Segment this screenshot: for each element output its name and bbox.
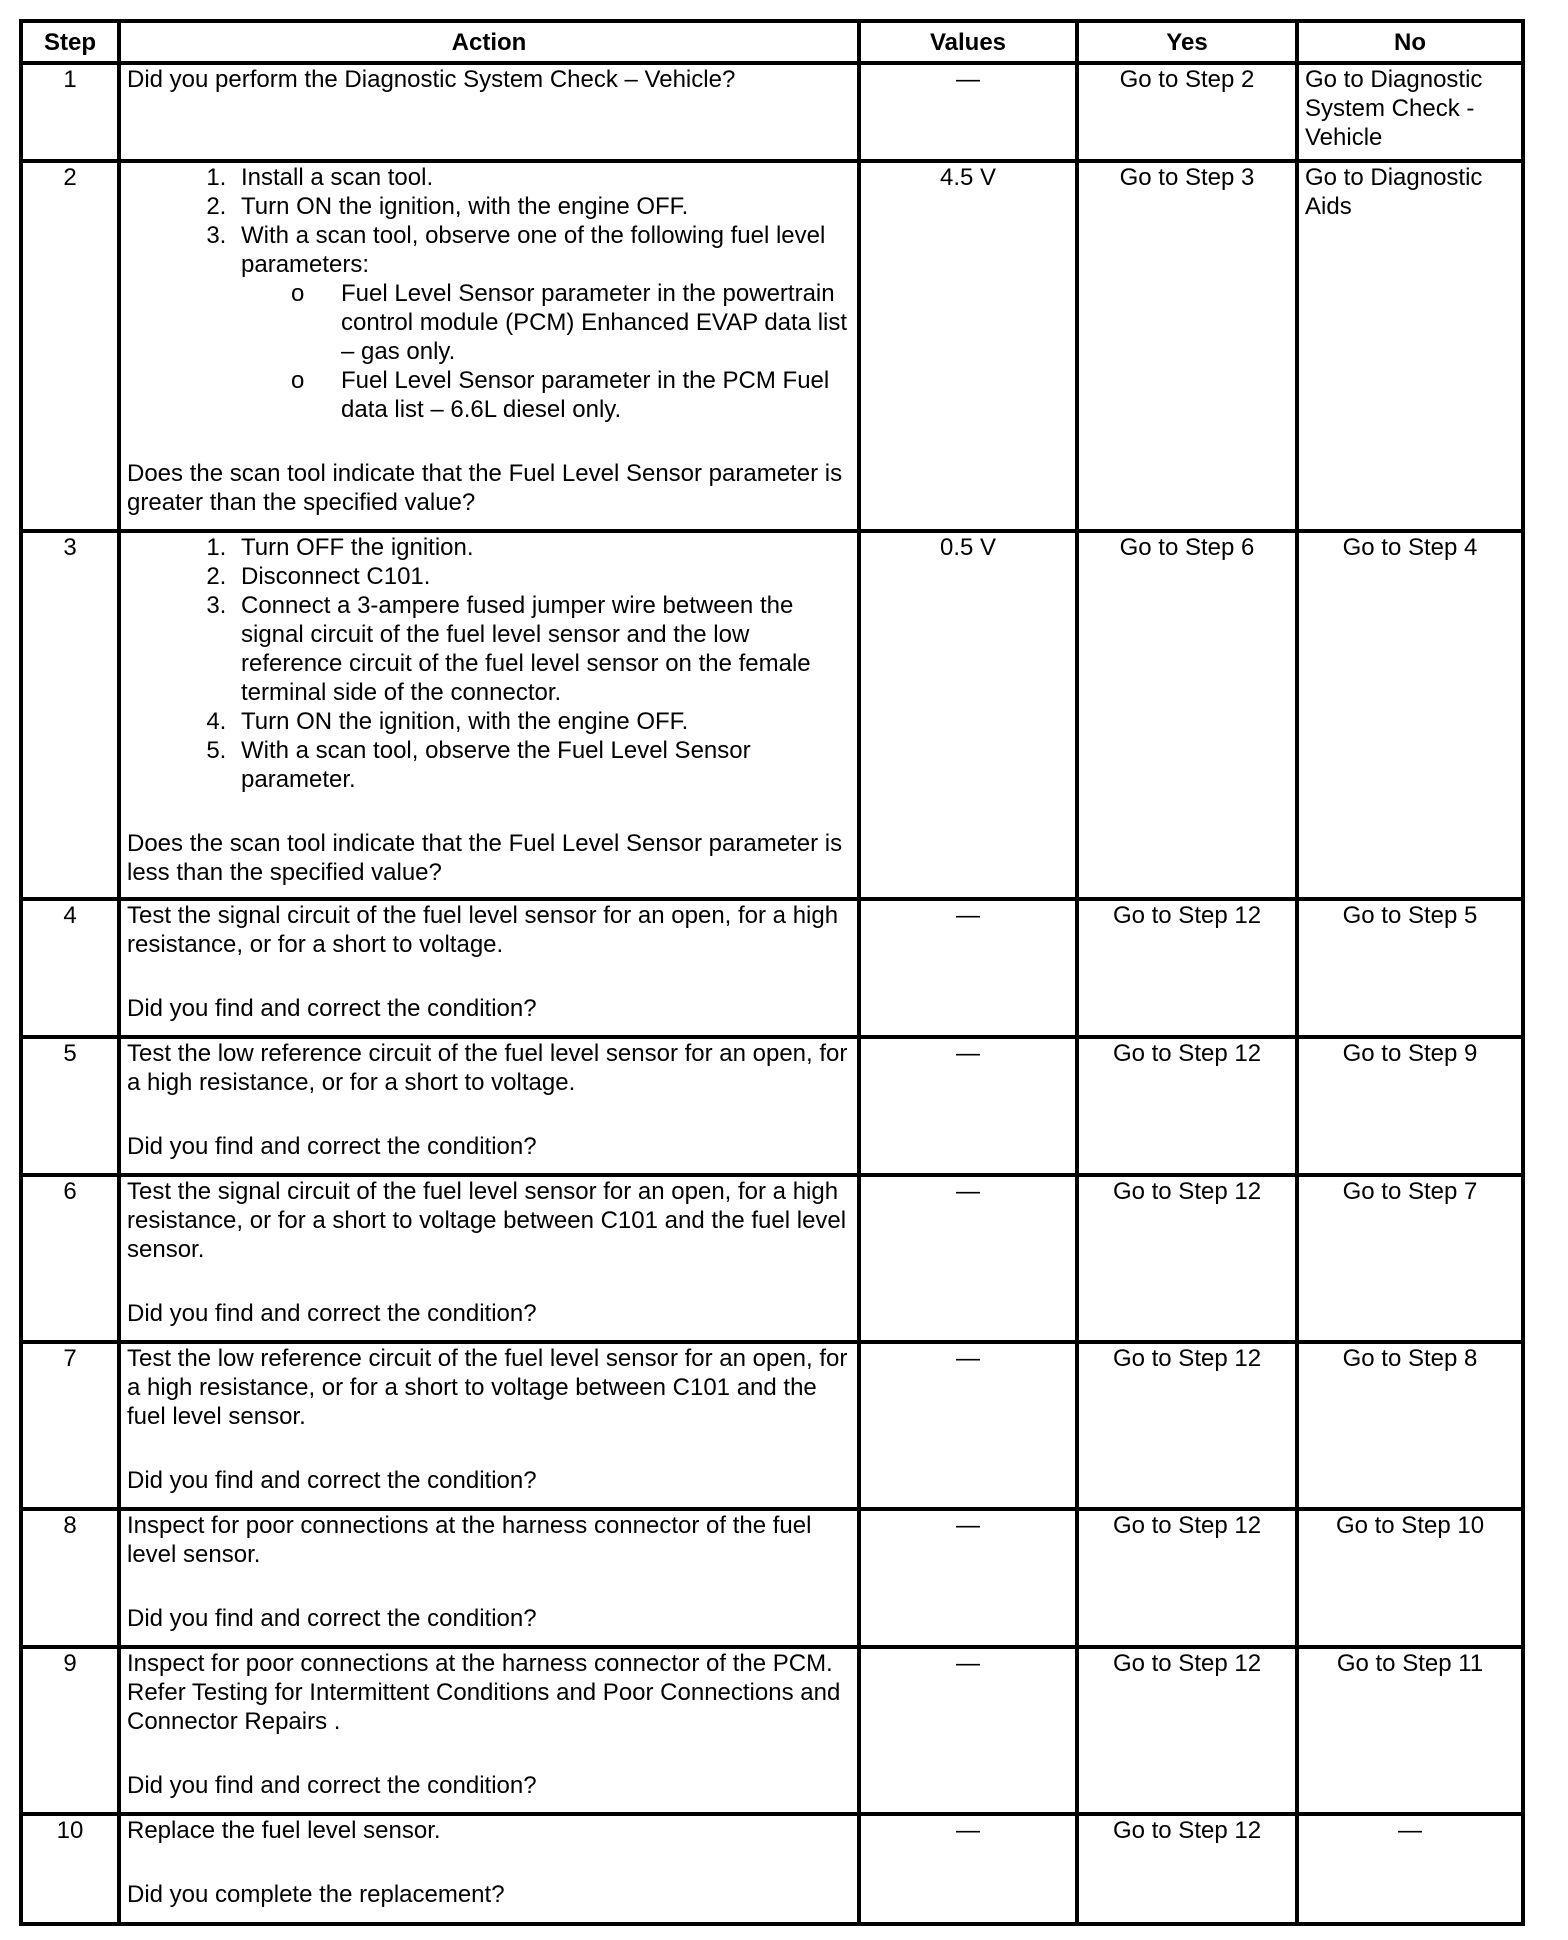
sub-list-item: o Fuel Level Sensor parameter in the powertrain control module (PCM) Enhanced EVAP data list – gas only. [341,279,851,366]
value-cell: — [859,63,1077,161]
action-cell [119,161,859,531]
step-number: 4 [21,899,119,1037]
table-row [21,1175,1523,1342]
action-text: Test the signal circuit of the fuel level sensor for an open, for a high resistance, or for a short to voltage between C101 and the fuel level sensor. [127,1178,847,1263]
yes-cell: Go to Step 12 [1077,1175,1297,1342]
yes-cell: Go to Step 12 [1077,1647,1297,1814]
procedure-list [127,163,851,424]
list-item: 2. Disconnect C101. [233,562,851,591]
action-text: Inspect for poor connections at the harness connector of the fuel level sensor. [127,1512,812,1568]
step-number: 8 [21,1509,119,1647]
step-number: 9 [21,1647,119,1814]
header-yes: Yes [1077,21,1297,63]
table-row [21,1037,1523,1175]
action-cell [119,1175,859,1342]
action-text: Replace the fuel level sensor. [127,1817,441,1844]
list-item-text: With a scan tool, observe one of the following fuel level parameters: [241,222,826,278]
value-cell: — [859,1814,1077,1924]
action-question: Does the scan tool indicate that the Fuel Level Sensor parameter is greater than the specified value? [127,460,843,516]
table-row [21,1647,1523,1814]
action-question: Did you find and correct the condition? [127,1772,537,1799]
value-cell: — [859,1509,1077,1647]
action-question: Did you complete the replacement? [127,1881,505,1908]
yes-cell: Go to Step 12 [1077,1814,1297,1924]
step-number: 5 [21,1037,119,1175]
list-item: 2. Turn ON the ignition, with the engine OFF. [233,192,851,221]
no-cell: Go to Step 8 [1297,1342,1523,1509]
value-cell: — [859,1647,1077,1814]
list-item: 1. Install a scan tool. [233,163,851,192]
header-row [21,21,1523,63]
table-row [21,1509,1523,1647]
step-number: 7 [21,1342,119,1509]
diagnostic-table [19,19,1525,1926]
action-question: Did you find and correct the condition? [127,1300,537,1327]
value-cell: — [859,899,1077,1037]
list-item: 4. Turn ON the ignition, with the engine OFF. [233,707,851,736]
yes-cell: Go to Step 12 [1077,1509,1297,1647]
step-number: 10 [21,1814,119,1924]
table-row [21,531,1523,899]
action-cell [119,1342,859,1509]
list-item: 1. Turn OFF the ignition. [233,533,851,562]
step-number: 2 [21,161,119,531]
no-cell: Go to Step 5 [1297,899,1523,1037]
no-cell: Go to Step 7 [1297,1175,1523,1342]
value-cell: 0.5 V [859,531,1077,899]
no-cell: Go to Step 9 [1297,1037,1523,1175]
step-number: 3 [21,531,119,899]
no-cell: — [1297,1814,1523,1924]
action-cell [119,1037,859,1175]
no-cell: Go to Step 10 [1297,1509,1523,1647]
sub-list [241,279,851,424]
value-cell: — [859,1175,1077,1342]
no-cell: Go to Diagnostic System Check - Vehicle [1297,63,1523,161]
action-question: Did you find and correct the condition? [127,1133,537,1160]
list-item: 3. Connect a 3-ampere fused jumper wire between the signal circuit of the fuel level sensor and the low reference circuit of the fuel level sensor on the female terminal side of the connector. [233,591,851,707]
no-cell: Go to Step 11 [1297,1647,1523,1814]
action-question: Did you find and correct the condition? [127,995,537,1022]
action-text: Test the signal circuit of the fuel level sensor for an open, for a high resistance, or for a short to voltage. [127,902,839,958]
action-cell [119,1647,859,1814]
header-action: Action [119,21,859,63]
action-text: Test the low reference circuit of the fuel level sensor for an open, for a high resistance, or for a short to voltage. [127,1040,848,1096]
value-cell: — [859,1037,1077,1175]
list-item: 5. With a scan tool, observe the Fuel Level Sensor parameter. [233,736,851,794]
list-item [233,221,851,424]
action-cell [119,1509,859,1647]
action-text: Inspect for poor connections at the harness connector of the PCM. Refer Testing for Intermittent Conditions and Poor Connections and Connector Repairs . [127,1650,841,1735]
yes-cell: Go to Step 6 [1077,531,1297,899]
no-cell: Go to Step 4 [1297,531,1523,899]
yes-cell: Go to Step 12 [1077,1342,1297,1509]
yes-cell: Go to Step 12 [1077,1037,1297,1175]
action-cell [119,531,859,899]
header-no: No [1297,21,1523,63]
action-cell [119,63,859,161]
header-step: Step [21,21,119,63]
action-cell [119,1814,859,1924]
yes-cell: Go to Step 2 [1077,63,1297,161]
value-cell: — [859,1342,1077,1509]
action-text: Did you perform the Diagnostic System Check – Vehicle? [127,66,736,93]
action-question: Does the scan tool indicate that the Fuel Level Sensor parameter is less than the specified value? [127,830,843,886]
action-cell [119,899,859,1037]
table-row [21,1342,1523,1509]
sub-list-item: o Fuel Level Sensor parameter in the PCM Fuel data list – 6.6L diesel only. [341,366,851,424]
step-number: 1 [21,63,119,161]
no-cell: Go to Diagnostic Aids [1297,161,1523,531]
yes-cell: Go to Step 12 [1077,899,1297,1037]
action-question: Did you find and correct the condition? [127,1467,537,1494]
table-row [21,63,1523,161]
table-row [21,161,1523,531]
step-number: 6 [21,1175,119,1342]
action-question: Did you find and correct the condition? [127,1605,537,1632]
yes-cell: Go to Step 3 [1077,161,1297,531]
table-row [21,1814,1523,1924]
header-values: Values [859,21,1077,63]
action-text: Test the low reference circuit of the fuel level sensor for an open, for a high resistance, or for a short to voltage between C101 and the fuel level sensor. [127,1345,848,1430]
value-cell: 4.5 V [859,161,1077,531]
procedure-list [127,533,851,794]
table-row [21,899,1523,1037]
